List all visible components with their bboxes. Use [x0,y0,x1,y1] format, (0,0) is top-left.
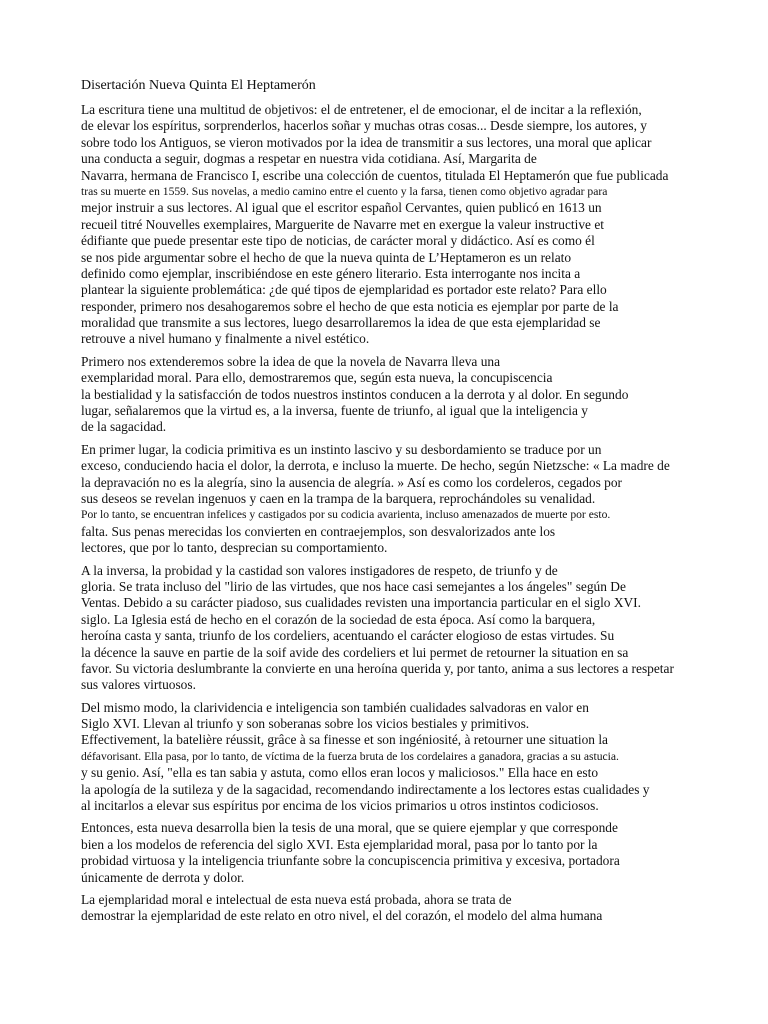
text-line: La ejemplaridad moral e intelectual de esta nueva está probada, ahora se trata de [81,891,512,907]
text-line: gloria. Se trata incluso del "lirio de las virtudes, que nos hace casi semejantes a los ángeles" según De [81,578,626,594]
text-line: Del mismo modo, la clarividencia e inteligencia son también cualidades salvadoras en valor en [81,699,589,715]
text-line: Siglo XVI. Llevan al triunfo y son soberanas sobre los vicios bestiales y primitivos. [81,716,530,732]
paragraph [81,820,721,886]
text-line: Navarra, hermana de Francisco I, escribe una colección de cuentos, titulada El Heptamerón que fue publicada [81,167,669,183]
text-line: défavorisant. Ella pasa, por lo tanto, de víctima de la fuerza bruta de los cordelaires a ganadora, gracias a su astucia. [81,749,619,763]
text-line: la depravación no es la alegría, sino la ausencia de alegría. » Así es como los cordeleros, cegados por [81,474,623,490]
text-line: En primer lugar, la codicia primitiva es un instinto lascivo y su desbordamiento se traduce por un [81,441,602,457]
text-line: demostrar la ejemplaridad de este relato en otro nivel, el del corazón, el modelo del alma humana [81,908,603,924]
text-line: exceso, conduciendo hacia el dolor, la derrota, e incluso la muerte. De hecho, según Nietzsche: « La madre de [81,458,670,474]
text-line: favor. Su victoria deslumbrante la convierte en una heroína querida y, por tanto, anima a sus lectores a respetar [81,660,674,676]
text-line: sus valores virtuosos. [81,677,196,693]
text-line: se nos pide argumentar sobre el hecho de que la nueva quinta de L’Heptameron es un relato [81,249,572,265]
paragraph [81,700,721,815]
text-line: probidad virtuosa y la inteligencia triunfante sobre la concupiscencia primitiva y excesiva, portadora [81,853,620,869]
text-line: moralidad que transmite a sus lectores, luego desarrollaremos la idea de que esta ejemplaridad se [81,315,601,331]
text-line: Primero nos extenderemos sobre la idea de que la novela de Navarra lleva una [81,353,501,369]
text-line: retrouve a nivel humano y finalmente a nivel estético. [81,331,370,347]
document-body [81,102,721,925]
text-line: exemplaridad moral. Para ello, demostraremos que, según esta nueva, la concupiscencia [81,370,553,386]
paragraph [81,892,721,925]
text-line: A la inversa, la probidad y la castidad son valores instigadores de respeto, de triunfo y de [81,562,558,578]
document-page [81,78,721,931]
text-line: definido como ejemplar, inscribiéndose en este género literario. Esta interrogante nos incita a [81,265,581,281]
document-title: Disertación Nueva Quinta El Heptamerón [81,78,316,93]
text-line: bien a los modelos de referencia del siglo XVI. Esta ejemplaridad moral, pasa por lo tanto por la [81,836,598,852]
text-line: Effectivement, la batelière réussit, grâce à sa finesse et son ingéniosité, à retourner une situation la [81,732,608,748]
text-line: mejor instruir a sus lectores. Al igual que el escritor español Cervantes, quien publicó en 1613 un [81,200,602,216]
text-line: responder, primero nos desahogaremos sobre el hecho de que esta noticia es ejemplar por parte de la [81,298,619,314]
paragraph [81,563,721,694]
text-line: tras su muerte en 1559. Sus novelas, a medio camino entre el cuento y la farsa, tienen como objetivo agradar para [81,184,608,198]
text-line: recueil titré Nouvelles exemplaires, Marguerite de Navarre met en exergue la valeur instructive et [81,216,604,232]
text-line: falta. Sus penas merecidas los convierten en contraejemplos, son desvalorizados ante los [81,523,556,539]
text-line: lectores, que por lo tanto, desprecian su comportamiento. [81,540,388,556]
paragraph [81,442,721,557]
text-line: plantear la siguiente problemática: ¿de qué tipos de ejemplaridad es portador este relato? Para ello [81,282,607,298]
text-line: siglo. La Iglesia está de hecho en el corazón de la sociedad de esta época. Así como la barquera, [81,611,596,627]
text-line: édifiante que puede presentar este tipo de noticias, de carácter moral y didáctico. Así es como él [81,233,595,249]
text-line: sus deseos se revelan ingenuos y caen en la trampa de la barquera, reprochándoles su venalidad. [81,490,596,506]
text-line: una conducta a seguir, dogmas a respetar en nuestra vida cotidiana. Así, Margarita de [81,151,537,167]
text-line: la apología de la sutileza y de la sagacidad, recomendando indirectamente a los lectores estas cualidades y [81,781,650,797]
text-line: y su genio. Así, "ella es tan sabia y astuta, como ellos eran locos y maliciosos." Ella hace en esto [81,765,599,781]
text-line: de la sagacidad. [81,419,167,435]
text-line: únicamente de derrota y dolor. [81,869,245,885]
text-line: la bestialidad y la satisfacción de todos nuestros instintos conducen a la derrota y al dolor. En segundo [81,386,629,402]
text-line: Entonces, esta nueva desarrolla bien la tesis de una moral, que se quiere ejemplar y que corresponde [81,820,618,836]
text-line: Ventas. Debido a su carácter piadoso, sus cualidades revisten una importancia particular en el siglo XVI. [81,595,641,611]
text-line: de elevar los espíritus, sorprenderlos, hacerlos soñar y muchas otras cosas... Desde siempre, los autores, y [81,118,647,134]
text-line: al incitarlos a elevar sus espíritus por encima de los vicios primarios u otros instintos codiciosos. [81,798,599,814]
text-line: Por lo tanto, se encuentran infelices y castigados por su codicia avarienta, incluso amenazados de muerte por esto. [81,508,611,522]
paragraph [81,102,721,348]
text-line: la décence la sauve en partie de la soif avide des cordeliers et lui permet de retourner la situation en sa [81,644,629,660]
text-line: heroína casta y santa, triunfo de los cordeliers, acentuando el carácter elogioso de estas virtudes. Su [81,628,615,644]
paragraph [81,354,721,436]
text-line: La escritura tiene una multitud de objetivos: el de entretener, el de emocionar, el de incitar a la reflexión, [81,102,642,117]
text-line: lugar, señalaremos que la virtud es, a la inversa, fuente de triunfo, al igual que la inteligencia y [81,403,589,419]
text-line: sobre todo los Antiguos, se vieron motivados por la idea de transmitir a sus lectores, una moral que aplicar [81,134,652,150]
